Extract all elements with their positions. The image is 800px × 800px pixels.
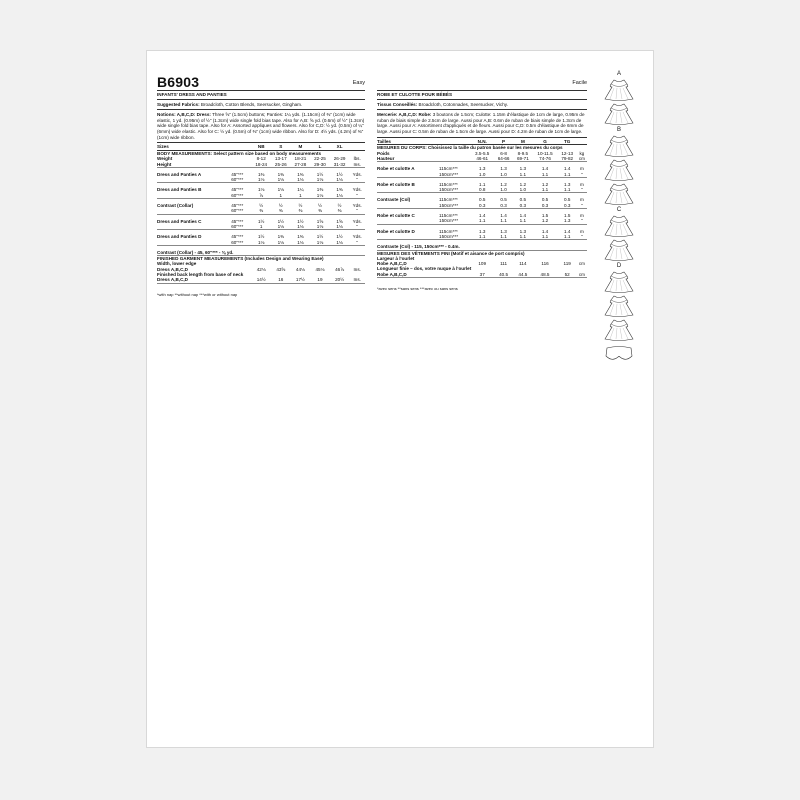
garment-sketch-icon <box>599 102 639 126</box>
finished-measurements-label: FINISHED GARMENT MEASUREMENTS (Includes Design and Wearing Ease) <box>157 256 324 262</box>
difficulty-level-fr: Facile <box>572 80 587 86</box>
yardage-value: 1⅛ <box>330 240 350 246</box>
table-cell: 27-28 <box>291 162 311 168</box>
width-row-label: Robe A,B,C,D <box>377 261 407 267</box>
yardage-unit: " <box>577 172 587 178</box>
fabric-width: 60"*** <box>231 240 251 246</box>
table-cell: 12-13 <box>561 150 574 156</box>
pattern-title-fr: ROBE ET CULOTTE POUR BÉBÉS <box>377 92 453 97</box>
view-sketches <box>593 71 645 367</box>
garment-sketch-icon <box>599 270 639 294</box>
yardage-value: 1½ <box>258 218 265 224</box>
pattern-title: INFANTS' DRESS AND PANTIES <box>157 92 227 97</box>
yardage-unit: Yds. <box>352 234 362 240</box>
footnote: *with nap **without nap ***with or without nap <box>157 291 238 297</box>
table-cell: 25-26 <box>271 162 291 168</box>
table-cell: 114 <box>519 261 527 267</box>
fabric-width: 45"*** <box>231 187 244 193</box>
yardage-value: 1¼ <box>297 187 304 193</box>
fabric-width: 115cm*** <box>439 181 458 187</box>
garment-sketch-icon <box>599 342 639 366</box>
yardage-value: ½ <box>318 203 322 209</box>
table-cell: 52 <box>558 272 577 278</box>
size-column-header: N.N. <box>470 139 493 145</box>
yardage-value: 0.5 <box>519 197 527 203</box>
back-length-label: Finished back length from base of neck <box>157 272 244 277</box>
back-row-label: Dress A,B,C,D <box>157 277 231 283</box>
table-cell: 119 <box>563 261 571 267</box>
weight-label: Poids <box>377 150 390 156</box>
size-table <box>157 144 365 283</box>
table-cell: 79-82 <box>558 156 577 162</box>
yardage-value: 0.5 <box>541 197 549 203</box>
table-cell: 44.5 <box>513 272 532 278</box>
yardage-value: 1⅛ <box>271 224 291 230</box>
fabric-width: 60"*** <box>231 224 251 230</box>
table-cell: 6-8 <box>500 150 507 156</box>
yardage-value: 1.1 <box>558 172 577 178</box>
size-column-header: L <box>310 144 330 150</box>
notions-text: Notions: A,B,C,D: Dress: Three ⅝" (1.5cm) buttons; Panties: 1¼ yds. (1.15cm) of ⅜" (1cm) wide elastic, 1 yd. (0.95m) of ½" (1.3cm) wide single fold bias tape. Also for A,B: ⅝ yd. (0.6m) of ½" (1.3cm) wide single fold bias tape. Also for A: Assorted appliques and flowers. Also for C,D: ½ yd. (0.5m) of ¼" (6mm) wide elastic. Also for C: ½ yd. (0.5m) of ⅜" (1cm) wide ribbon. Also for D: 4½ yds. (4.2m) of ⅜" (1cm) wide ribbon. <box>157 112 365 140</box>
yardage-value: ⅜ <box>310 208 330 214</box>
fabric-width: 115cm*** <box>439 197 458 203</box>
yardage-value: ½ <box>337 203 342 209</box>
table-cell: 18-24 <box>251 162 271 168</box>
yardage-value: 0.3 <box>494 203 513 209</box>
table-cell: 18-21 <box>294 156 307 162</box>
garment-sketch-icon <box>599 78 639 102</box>
yardage-unit: m <box>580 166 584 172</box>
yardage-value: 1 <box>251 224 271 230</box>
yardage-unit: Yds. <box>352 187 362 193</box>
yardage-value: 1.1 <box>558 187 577 193</box>
yardage-value: 1½ <box>297 218 304 224</box>
yardage-value: 1.4 <box>519 213 527 219</box>
table-cell: 13-17 <box>274 156 287 162</box>
yardage-view-label: Dress and Panties C <box>157 218 202 224</box>
table-cell: 26-29 <box>333 156 346 162</box>
yardage-value: 1⅜ <box>277 234 284 240</box>
table-cell: lbs. <box>353 156 361 162</box>
table-cell: Ins. <box>349 162 365 168</box>
yardage-value: 1⅜ <box>316 187 324 193</box>
yardage-view-label: Dress and Panties A <box>157 171 202 177</box>
french-column <box>377 75 587 292</box>
table-cell: 44⅛ <box>295 266 305 272</box>
fabric-width: 150cm*** <box>439 218 470 224</box>
garment-sketch-icon <box>599 214 639 238</box>
yardage-value: 1½ <box>316 171 324 177</box>
yardage-value: 1.2 <box>500 181 507 187</box>
yardage-value: 1⅝ <box>316 218 324 224</box>
garment-sketch-icon <box>599 238 639 262</box>
yardage-value: 0.3 <box>558 203 577 209</box>
english-column <box>157 75 365 297</box>
table-cell: cm <box>577 272 587 278</box>
yardage-value: ⅞ <box>251 193 271 199</box>
table-cell: 46-61 <box>470 156 493 162</box>
yardage-value: 1.2 <box>541 181 549 187</box>
yardage-value: 1.3 <box>519 166 527 172</box>
fabric-width: 150cm*** <box>439 203 470 209</box>
sizes-header: Sizes <box>157 144 231 150</box>
yardage-value: 1½ <box>258 234 265 240</box>
garment-sketch-icon <box>599 318 639 342</box>
height-label: Hauteur <box>377 156 439 162</box>
yardage-value: 1⅛ <box>291 240 311 246</box>
yardage-value: 1½ <box>336 234 343 240</box>
yardage-value: 1⅛ <box>291 177 311 183</box>
yardage-unit: m <box>580 197 584 203</box>
yardage-value: 1⅜ <box>258 171 265 177</box>
fabric-width: 45"*** <box>231 203 244 209</box>
table-cell: 8-12 <box>256 156 266 162</box>
fabric-width: 115cm*** <box>439 166 458 172</box>
yardage-view-label: Robe et culotte A <box>377 166 415 172</box>
yardage-value: 1.1 <box>513 218 532 224</box>
yardage-value: 0.3 <box>533 203 558 209</box>
yardage-value: 1.4 <box>500 213 507 219</box>
yardage-unit: " <box>577 218 587 224</box>
table-cell: 45⅛ <box>315 266 325 272</box>
yardage-value: ½ <box>259 203 264 209</box>
table-cell <box>439 272 470 278</box>
yardage-value: 1.4 <box>563 166 571 172</box>
pattern-code: B6903 <box>157 74 200 90</box>
yardage-unit: " <box>349 208 365 214</box>
yardage-view-label: Robe et culotte D <box>377 228 415 234</box>
back-length-label: Longueur finie – dos, votre nuque à l'ourlet <box>377 266 472 272</box>
body-measurements-label: MESURES DU CORPS: Choisissez la taille du patron basée sur les mesures du corps <box>377 145 563 151</box>
yardage-value: 1.0 <box>494 187 513 193</box>
view-label: C <box>616 207 622 213</box>
yardage-value: 1⅛ <box>330 177 350 183</box>
yardage-unit: " <box>349 177 365 183</box>
yardage-value: 1.3 <box>558 218 577 224</box>
table-cell: 40.5 <box>494 272 513 278</box>
table-cell: 14½ <box>251 277 271 283</box>
yardage-value: 1.1 <box>470 218 493 224</box>
view-label: A <box>616 71 621 77</box>
yardage-value: 1½ <box>277 218 284 224</box>
view-label: B <box>616 127 621 133</box>
finished-measurements-label: MESURES DES VÊTEMENTS FINI (Motif et aisance de port compris) <box>377 250 525 256</box>
fabric-width: 150cm*** <box>439 234 470 240</box>
yardage-value: 1.3 <box>500 228 507 234</box>
yardage-value: 1.0 <box>494 172 513 178</box>
yardage-view-label: Robe et culotte B <box>377 181 415 187</box>
table-cell: 17½ <box>291 277 311 283</box>
yardage-value: 1⅛ <box>251 240 271 246</box>
size-column-header: NB <box>251 144 271 150</box>
table-cell: 37 <box>470 272 493 278</box>
table-cell: 74-76 <box>533 156 558 162</box>
fabric-width: 45"*** <box>231 234 244 240</box>
yardage-value: 1.5 <box>541 213 549 219</box>
yardage-unit: m <box>580 213 584 219</box>
difficulty-level: Easy <box>352 80 365 86</box>
table-cell: 22-25 <box>314 156 326 162</box>
yardage-value: 0.3 <box>470 203 493 209</box>
view-label: D <box>616 263 622 269</box>
table-cell: 64-66 <box>494 156 513 162</box>
yardage-value: ½ <box>298 203 303 209</box>
body-measurements-row <box>377 145 587 151</box>
weight-label: Weight <box>157 156 173 162</box>
yardage-unit: " <box>349 224 365 230</box>
fabric-width: 115cm*** <box>439 228 458 234</box>
garment-sketch-icon <box>599 134 639 158</box>
yardage-value: 1.0 <box>470 172 493 178</box>
size-column-header: XL <box>330 144 350 150</box>
table-cell: 8-9.5 <box>517 150 529 156</box>
fabric-width: 150cm*** <box>439 172 470 178</box>
yardage-value: 1⅛ <box>291 224 311 230</box>
size-column-header: S <box>271 144 291 150</box>
yardage-value: 1⅛ <box>271 240 291 246</box>
yardage-unit: m <box>580 181 584 187</box>
yardage-value: 1 <box>291 193 311 199</box>
notions-text-fr: Mercerie: A,B,C,D: Robe: 3 boutons de 1.5cm; Culotte: 1.15m d'élastique de 1cm de large, 0.95m de ruban de biais simple de 2.5cm de large. Aussi pour A,B: 0.6m de ruban de biais simple de 1.3cm de large. Aussi pour A: Assortiment d'appliqués et de fleurs. Aussi pour C,D: 0.5m d'élastique de 6mm de large. Aussi pour C: 0.5m de ruban de 1.5cm de large. Aussi pour D: 4.2m de ruban de 1cm de large. <box>377 112 585 134</box>
size-column-header: M <box>291 144 311 150</box>
yardage-value: 1⅛ <box>330 224 350 230</box>
yardage-view-label: Robe et culotte C <box>377 213 415 219</box>
yardage-view-label: Dress and Panties D <box>157 234 202 240</box>
yardage-value: 1⅛ <box>310 240 330 246</box>
yardage-value: 1.1 <box>533 234 558 240</box>
footnote-fr: *avec sens **sans sens ***avec ou sans sens <box>377 286 458 291</box>
yardage-value: ⅜ <box>291 208 311 214</box>
yardage-value: 1.4 <box>541 166 549 172</box>
table-cell <box>231 277 251 283</box>
back-length-row <box>377 272 587 278</box>
fabrics-text-fr: Tissus Conseillés: Broadcloth, Cotonnades, Seersucker, Vichy. <box>377 101 509 107</box>
yardage-unit: " <box>577 234 587 240</box>
height-label: Height <box>157 162 231 168</box>
fabric-width: 45"*** <box>231 218 244 224</box>
contrast-note: Contrast (Collar) - 45, 60"*** - ⅜ yd. <box>157 250 365 256</box>
back-row-label: Robe A,B,C,D <box>377 272 439 278</box>
yardage-value: 1.1 <box>470 234 493 240</box>
yardage-view-label: Contrast (Collar) <box>157 203 194 209</box>
yardage-value: 1.1 <box>533 187 558 193</box>
yardage-value: 0.8 <box>470 187 493 193</box>
yardage-value: 1.3 <box>479 166 486 172</box>
yardage-value: 1.1 <box>479 181 486 187</box>
yardage-value: 1.5 <box>563 213 571 219</box>
yardage-value: 1⅛ <box>310 193 330 199</box>
width-label: Largeur à l'ourlet <box>377 255 415 261</box>
yardage-value: 1.4 <box>563 228 571 234</box>
view-group-b <box>593 127 645 206</box>
pattern-sheet <box>146 50 654 748</box>
yardage-value: 1⅜ <box>277 171 284 177</box>
yardage-unit: Yds. <box>352 171 362 177</box>
fabric-width: 150cm*** <box>439 187 470 193</box>
yardage-value: 0.5 <box>563 197 571 203</box>
yardage-value: 0.5 <box>500 197 507 203</box>
size-column-header: TG <box>558 139 577 145</box>
yardage-value: 1⅛ <box>310 177 330 183</box>
yardage-unit: " <box>577 187 587 193</box>
table-cell: 46⅞ <box>335 266 345 272</box>
yardage-value: 1.3 <box>563 181 571 187</box>
table-cell: kg <box>579 150 585 156</box>
yardage-value: 1.4 <box>541 228 549 234</box>
yardage-value: ½ <box>278 203 283 209</box>
fabrics-text: Suggested Fabrics: Broadcloth, Cotton Blends, Seersucker, Gingham. <box>157 101 303 107</box>
yardage-value: 1⅜ <box>336 187 343 193</box>
yardage-value: 1.1 <box>558 234 577 240</box>
yardage-value: ⅜ <box>330 208 350 214</box>
yardage-value: 1⅜ <box>297 171 304 177</box>
yardage-value: 1.2 <box>519 181 527 187</box>
view-group-d <box>593 263 645 366</box>
width-row-label: Dress A,B,C,D <box>157 266 188 272</box>
yardage-value: 1⅛ <box>277 187 284 193</box>
fabric-width: 60"*** <box>231 177 251 183</box>
yardage-view-label: Contraste (Col) <box>377 197 411 203</box>
table-cell: 16 <box>271 277 291 283</box>
yardage-value: ⅜ <box>251 208 271 214</box>
yardage-value: 1.1 <box>513 172 532 178</box>
table-cell: 69-71 <box>513 156 532 162</box>
garment-sketch-icon <box>599 158 639 182</box>
yardage-value: 1⅜ <box>297 234 304 240</box>
size-column-header: G <box>533 139 558 145</box>
size-column-header: M <box>513 139 532 145</box>
yardage-value: 1.1 <box>494 234 513 240</box>
yardage-value: 1⅝ <box>336 218 343 224</box>
garment-sketch-icon <box>599 294 639 318</box>
fabric-width: 60"*** <box>231 208 251 214</box>
fabric-width: 115cm*** <box>439 213 458 219</box>
table-cell: cm <box>577 156 587 162</box>
yardage-value: 1.3 <box>500 166 507 172</box>
table-cell: Ins. <box>353 266 361 272</box>
table-cell: 116 <box>541 261 549 267</box>
table-cell: 3.5-5.5 <box>475 150 490 156</box>
width-label: Width, lower edge <box>157 261 197 267</box>
yardage-unit: m <box>580 228 584 234</box>
table-cell: Ins. <box>349 277 365 283</box>
yardage-value: 0.3 <box>513 203 532 209</box>
size-column-header: P <box>494 139 513 145</box>
yardage-unit: " <box>349 193 365 199</box>
yardage-value: 1.1 <box>513 234 532 240</box>
yardage-value: 1.1 <box>494 218 513 224</box>
yardage-value: 1.3 <box>479 228 486 234</box>
yardage-value: 1.2 <box>533 218 558 224</box>
size-table-fr <box>377 139 587 278</box>
yardage-value: 1½ <box>316 234 324 240</box>
table-cell: 109 <box>478 261 487 267</box>
table-cell: 10-11.5 <box>537 150 553 156</box>
yardage-unit: " <box>349 240 365 246</box>
table-cell: 20½ <box>330 277 350 283</box>
yardage-unit: Yds. <box>352 203 362 209</box>
yardage-value: 1⅛ <box>330 193 350 199</box>
yardage-view-label: Dress and Panties B <box>157 187 202 193</box>
table-cell: 19 <box>310 277 330 283</box>
back-length-row <box>157 277 365 283</box>
garment-sketch-icon <box>599 182 639 206</box>
yardage-value: 1.3 <box>519 228 527 234</box>
yardage-unit: " <box>577 203 587 209</box>
table-cell: 31-32 <box>330 162 350 168</box>
view-group-c <box>593 207 645 262</box>
table-cell: 43⅝ <box>276 266 286 272</box>
table-cell: 48.5 <box>533 272 558 278</box>
table-cell: cm <box>578 261 585 267</box>
table-cell: 42⅛ <box>256 266 266 272</box>
table-cell: 111 <box>500 261 508 267</box>
fabric-width: 45"*** <box>231 171 244 177</box>
yardage-value: 1⅛ <box>251 177 271 183</box>
contrast-note: Contraste (Col) - 115, 150cm*** - 0.4m. <box>377 244 587 250</box>
yardage-value: 1½ <box>336 171 343 177</box>
yardage-value: ⅜ <box>271 208 291 214</box>
yardage-value: 0.5 <box>479 197 486 203</box>
table-cell: 29-30 <box>310 162 330 168</box>
fabric-width: 60"*** <box>231 193 251 199</box>
yardage-value: 1⅛ <box>258 187 265 193</box>
yardage-value: 1.0 <box>513 187 532 193</box>
yardage-value: 1.4 <box>479 213 486 219</box>
yardage-value: 1⅛ <box>310 224 330 230</box>
sizes-header: Tailles <box>377 139 439 145</box>
body-measurements-label: BODY MEASUREMENTS: Select pattern size based on body measurements <box>157 150 322 156</box>
view-group-a <box>593 71 645 126</box>
yardage-value: 1 <box>271 193 291 199</box>
yardage-value: 1⅛ <box>271 177 291 183</box>
yardage-unit: Yds. <box>352 218 362 224</box>
yardage-value: 1.1 <box>533 172 558 178</box>
